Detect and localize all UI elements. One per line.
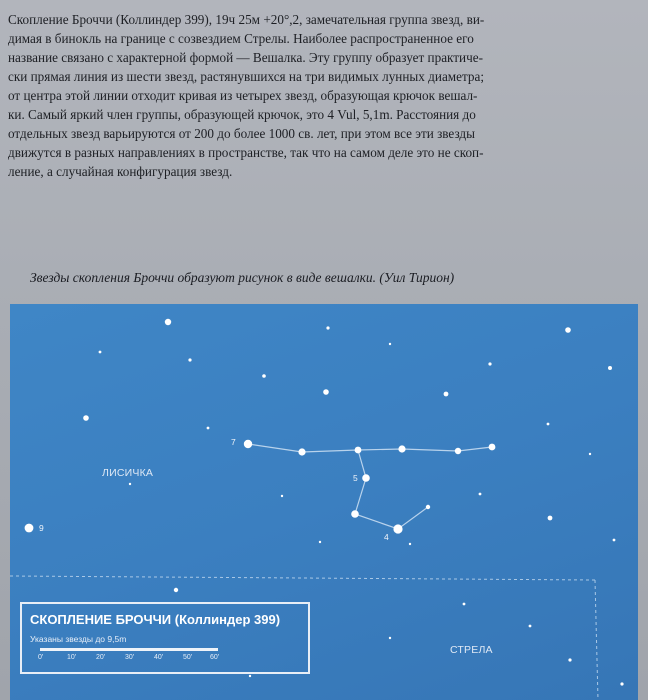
star-number-label: 4 [384, 532, 389, 542]
article-line: ски прямая линия из шести звезд, растянувшихся на три видимых лунных диаметра; [8, 69, 485, 84]
star [463, 603, 466, 606]
star-7-vul [244, 440, 252, 448]
star [398, 445, 405, 452]
star [488, 362, 491, 365]
star [589, 453, 591, 455]
star-5-vul [362, 474, 370, 482]
article-line: движутся в разных направлениях в пространстве, так что на самом деле это не скоп- [8, 145, 484, 160]
scale-tick-label: 20' [96, 654, 106, 661]
star [207, 427, 210, 430]
star [608, 366, 612, 370]
star-4-vul [393, 524, 402, 533]
star [426, 505, 430, 509]
map-legend [20, 602, 310, 674]
article-line: ки. Самый яркий член группы, образующей крючок, это 4 Vul, 5,1m. Расстояния до [8, 107, 476, 122]
article-line: от центра этой линии отходит кривая из четырех звезд, образующая крючок вешал- [8, 88, 478, 103]
article-line: название связано с характерной формой — Вешалка. Эту группу образует практиче- [8, 50, 483, 65]
star [326, 326, 329, 329]
scale-tick-label: 50' [183, 654, 193, 661]
scale-tick-label: 60' [210, 654, 220, 661]
star [262, 374, 266, 378]
star [565, 327, 571, 333]
figure-caption: Звезды скопления Броччи образуют рисунок в виде вешалки. (Уил Тирион) [30, 270, 455, 285]
star [188, 358, 191, 361]
constellation-label-sagitta: СТРЕЛА [450, 644, 493, 656]
star-map [10, 304, 638, 700]
star [620, 682, 623, 685]
star [174, 588, 178, 592]
article-line: димая в бинокль на границе с созвездием Стрелы. Наиболее распространенное его [8, 31, 474, 46]
legend-subtitle: Указаны звезды до 9,5m [30, 634, 127, 644]
article-line: отдельных звезд варьируются от 200 до более 1000 св. лет, при этом все эти звезды [8, 126, 475, 141]
scale-tick-label: 10' [67, 654, 77, 661]
scale-tick-label: 40' [154, 654, 164, 661]
star [351, 510, 359, 518]
article-line: Скопление Броччи (Коллиндер 399), 19ч 25м +20°,2, замечательная группа звезд, ви- [8, 12, 485, 27]
star [444, 392, 449, 397]
star [548, 516, 553, 521]
article-text [8, 10, 638, 181]
star [568, 658, 571, 661]
star-number-label: 5 [353, 473, 358, 483]
star [389, 637, 391, 639]
star [319, 541, 321, 543]
scale-bar [40, 648, 218, 651]
star [455, 448, 461, 454]
star [389, 343, 391, 345]
scale-tick-label: 0' [38, 654, 44, 661]
star-number-label: 7 [231, 437, 236, 447]
star [165, 319, 171, 325]
star [613, 539, 616, 542]
constellation-boundary [10, 576, 595, 580]
star [409, 543, 411, 545]
star [479, 493, 482, 496]
scale-tick-label: 30' [125, 654, 135, 661]
star [249, 675, 251, 677]
star [489, 444, 496, 451]
asterism-hook-line [355, 450, 428, 529]
star-9-vul [25, 524, 34, 533]
star [129, 483, 131, 485]
star [99, 351, 102, 354]
star [355, 447, 362, 454]
star [83, 415, 89, 421]
star [298, 448, 305, 455]
star [529, 625, 532, 628]
star [281, 495, 283, 497]
article-line: ление, а случайная конфигурация звезд. [8, 164, 233, 179]
star [547, 423, 550, 426]
constellation-label-vulpecula: ЛИСИЧКА [102, 467, 154, 479]
star [323, 389, 329, 395]
constellation-boundary [595, 580, 598, 700]
legend-title: СКОПЛЕНИЕ БРОЧЧИ (Коллиндер 399) [30, 612, 281, 627]
star-number-label: 9 [39, 523, 44, 533]
